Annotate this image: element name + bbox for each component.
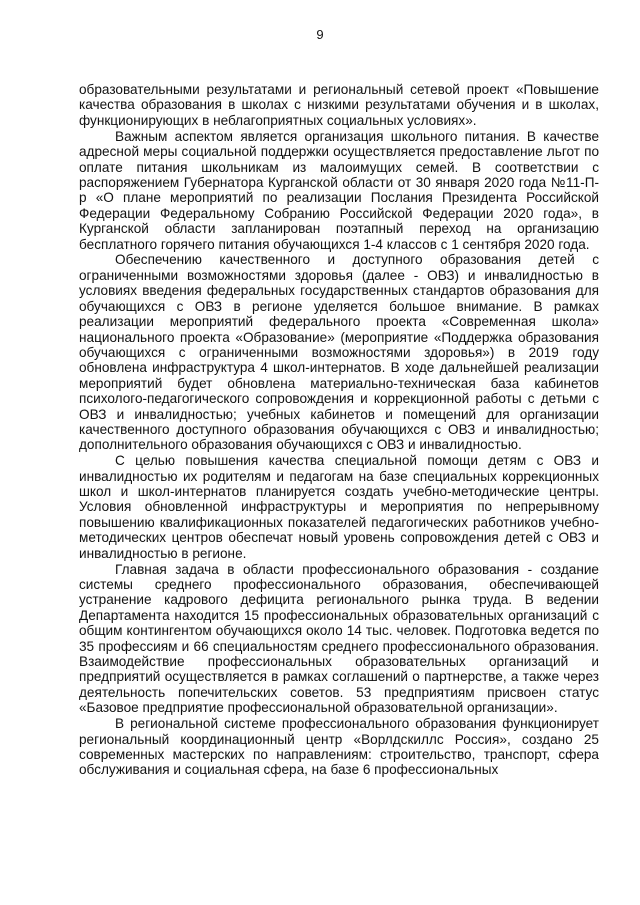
paragraph-3: Обеспечению качественного и доступного образования детей с ограниченными возможностями здоровья (далее - ОВЗ) и инвалидностью в условиях введения федеральных государственных стандартов образования для обучающихся с ОВЗ в регионе уделяется большое внимание. В рамках реализации мероприятий федерального проекта «Современная школа» национального проекта «Образование» (мероприятие «Поддержка образования обучающихся с ограниченными возможностями здоровья») в 2019 году обновлена инфраструктура 4 школ-интернатов. В ходе дальнейшей реализации мероприятий будет обновлена материально-техническая база кабинетов психолого-педагогического сопровождения и коррекционной работы с детьми с ОВЗ и инвалидностью; учебных кабинетов и помещений для организации качественного доступного образования обучающихся с ОВЗ и инвалидностью; дополнительного образования обучающихся с ОВЗ и инвалидностью. bbox=[79, 252, 599, 453]
page-number: 9 bbox=[316, 27, 324, 42]
paragraph-5: Главная задача в области профессионального образования - создание системы среднего профессионального образования, обеспечивающей устранение кадрового дефицита регионального рынка труда. В ведении Департамента находится 15 профессиональных образовательных организаций с общим контингентом обучающихся около 14 тыс. человек. Подготовка ведется по 35 профессиям и 66 специальностям среднего профессионального образования. Взаимодействие профессиональных образовательных организаций и предприятий осуществляется в рамках соглашений о партнерстве, а также через деятельность попечительских советов. 53 предприятиям присвоен статус «Базовое предприятие профессиональной образовательной организации». bbox=[79, 561, 599, 716]
body-text bbox=[79, 82, 599, 778]
paragraph-4: С целью повышения качества специальной помощи детям с ОВЗ и инвалидностью их родителям и педагогам на базе специальных коррекционных школ и школ-интернатов планируется создать учебно-методические центры. Условия обновленной инфраструктуры и мероприятия по непрерывному повышению квалификационных показателей педагогических работников учебно-методических центров обеспечат новый уровень сопровождения детей с ОВЗ и инвалидностью в регионе. bbox=[79, 453, 599, 561]
paragraph-6: В региональной системе профессионального образования функционирует региональный координационный центр «Ворлдскиллс Россия», создано 25 современных мастерских по направлениям: строительство, транспорт, сфера обслуживания и социальная сфера, на базе 6 профессиональных bbox=[79, 716, 599, 778]
paragraph-2: Важным аспектом является организация школьного питания. В качестве адресной меры социальной поддержки осуществляется предоставление льгот по оплате питания школьникам из малоимущих семей. В соответствии с распоряжением Губернатора Курганской области от 30 января 2020 года №11-П-р «О плане мероприятий по реализации Послания Президента Российской Федерации Федеральному Собранию Российской Федерации 2020 года», в Курганской области запланирован поэтапный переход на организацию бесплатного горячего питания обучающихся 1-4 классов с 1 сентября 2020 года. bbox=[79, 128, 599, 252]
paragraph-1: образовательными результатами и региональный сетевой проект «Повышение качества образования в школах с низкими результатами обучения и в школах, функционирующих в неблагоприятных социальных условиях». bbox=[79, 82, 599, 128]
